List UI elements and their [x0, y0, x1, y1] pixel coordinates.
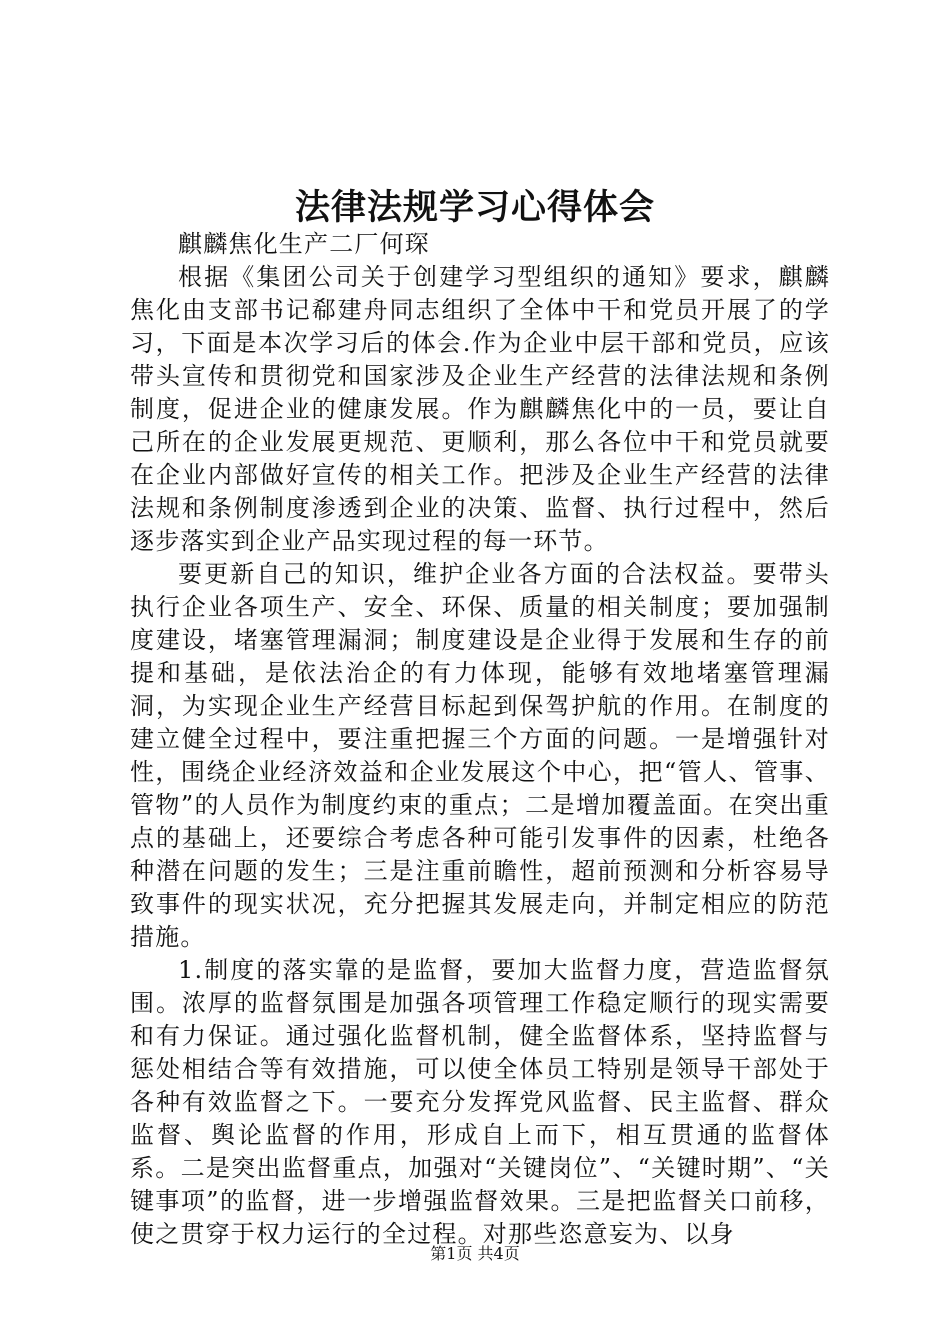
document-title: 法律法规学习心得体会: [294, 188, 655, 228]
page-number: 第1页 共4页: [430, 1244, 520, 1263]
paragraph-3: 1.制度的落实靠的是监督，要加大监督力度，营造监督氛围。浓厚的监督氛围是加强各项管理工作稳定顺行的现实需要和有力保证。通过强化监督机制，健全监督体系，坚持监督与惩处相结合等有效措施，可以使全体员工特别是领导干部处于各种有效监督之下。一要充分发挥党风监督、民主监督、群众监督、舆论监督的作用，形成自上而下，相互贯通的监督体系。二是突出监督重点，加强对“关键岗位”、“关键时期”、“关键事项”的监督，进一步增强监督效果。三是把监督关口前移，使之贯穿于权力运行的全过程。对那些恣意妄为、以身: [130, 956, 830, 1248]
paragraph-1: 根据《集团公司关于创建学习型组织的通知》要求，麒麟焦化由支部书记郗建舟同志组织了全体中干和党员开展了的学习，下面是本次学习后的体会.作为企业中层干部和党员，应该带头宣传和贯彻党和国家涉及企业生产经营的法律法规和条例制度，促进企业的健康发展。作为麒麟焦化中的一员，要让自己所在的企业发展更规范、更顺利，那么各位中干和党员就要在企业内部做好宣传的相关工作。把涉及企业生产经营的法律法规和条例制度渗透到企业的决策、监督、执行过程中，然后逐步落实到企业产品实现过程的每一环节。: [130, 263, 830, 555]
document-body: [130, 228, 830, 1251]
paragraph-2: 要更新自己的知识，维护企业各方面的合法权益。要带头执行企业各项生产、安全、环保、质量的相关制度；要加强制度建设，堵塞管理漏洞；制度建设是企业得于发展和生存的前提和基础，是依法治企的有力体现，能够有效地堵塞管理漏洞，为实现企业生产经营目标起到保驾护航的作用。在制度的建立健全过程中，要注重把握三个方面的问题。一是增强针对性，围绕企业经济效益和企业发展这个中心，把“管人、管事、管物”的人员作为制度约束的重点；二是增加覆盖面。在突出重点的基础上，还要综合考虑各种可能引发事件的因素，杜绝各种潜在问题的发生；三是注重前瞻性，超前预测和分析容易导致事件的现实状况，充分把握其发展走向，并制定相应的防范措施。: [130, 560, 830, 951]
author-line: 麒麟焦化生产二厂何琛: [178, 230, 430, 258]
